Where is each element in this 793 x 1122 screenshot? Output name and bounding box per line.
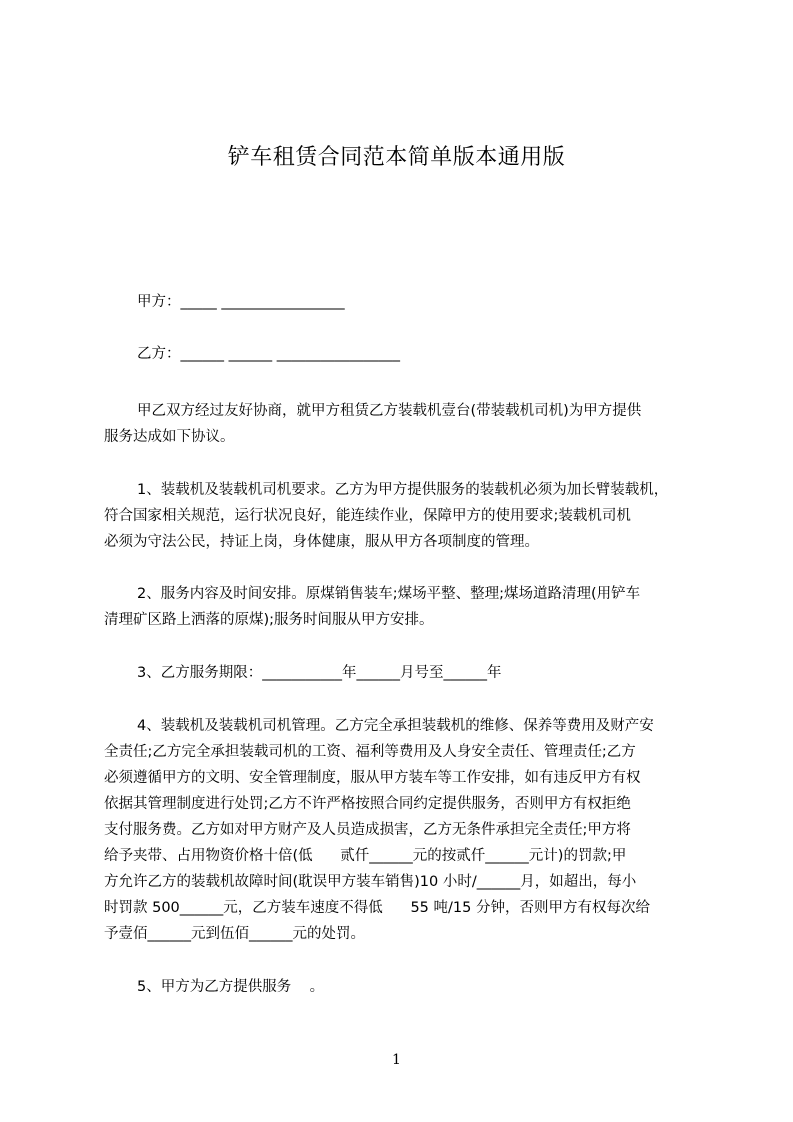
- clause-5-line: 5、甲方为乙方提供服务 。: [137, 979, 325, 995]
- clause-3-line: 3、乙方服务期限：___________年______月号至______年: [137, 665, 502, 681]
- paragraph-line: 必须遵循甲方的文明、安全管理制度，服从甲方装车等工作安排，如有违反甲方有权: [104, 770, 641, 786]
- paragraph-line: 予壹佰______元到伍佰______元的处罚。: [104, 926, 365, 942]
- party-b-line: 乙方：______ ______ _________________: [137, 346, 400, 362]
- paragraph-line: 时罚款 500______元，乙方装车速度不得低 55 吨/15 分钟，否则甲方有权每次给: [104, 900, 650, 916]
- paragraph-line: 支付服务费。乙方如对甲方财产及人员造成损害，乙方无条件承担完全责任;甲方将: [104, 822, 631, 838]
- paragraph-line: 2、服务内容及时间安排。原煤销售装车;煤场平整、整理;煤场道路清理(用铲车: [137, 586, 641, 602]
- paragraph-line: 甲乙双方经过友好协商，就甲方租赁乙方装载机壹台(带装载机司机)为甲方提供: [137, 403, 642, 419]
- paragraph-line: 符合国家相关规范，运行状况良好，能连续作业，保障甲方的使用要求;装载机司机: [104, 508, 631, 524]
- paragraph-line: 必须为守法公民，持证上岗，身体健康，服从甲方各项制度的管理。: [104, 534, 539, 550]
- paragraph-line: 依据其管理制度进行处罚;乙方不许严格按照合同约定提供服务，否则甲方有权拒绝: [104, 796, 631, 812]
- paragraph-line: 服务达成如下协议。: [104, 429, 235, 445]
- paragraph-line: 1、装载机及装载机司机要求。乙方为甲方提供服务的装载机必须为加长臂装载机，: [137, 482, 669, 498]
- paragraph-line: 清理矿区路上洒落的原煤);服务时间服从甲方安排。: [104, 612, 434, 628]
- document-title: 铲车租赁合同范本简单版本通用版: [227, 145, 566, 170]
- paragraph-line: 4、装载机及装载机司机管理。乙方完全承担装载机的维修、保养等费用及财产安: [137, 718, 654, 734]
- paragraph-line: 全责任;乙方完全承担装载司机的工资、福利等费用及人身安全责任、管理责任;乙方: [104, 744, 636, 760]
- page-number: 1: [392, 1052, 401, 1068]
- paragraph-line: 方允许乙方的装载机故障时间(耽误甲方装车销售)10 小时/______月，如超出，每小: [104, 874, 637, 890]
- party-a-line: 甲方：_____ _________________: [137, 294, 345, 310]
- paragraph-line: 给予夹带、占用物资价格十倍(低 贰仟______元的按贰仟______元计)的罚款;甲: [104, 848, 627, 864]
